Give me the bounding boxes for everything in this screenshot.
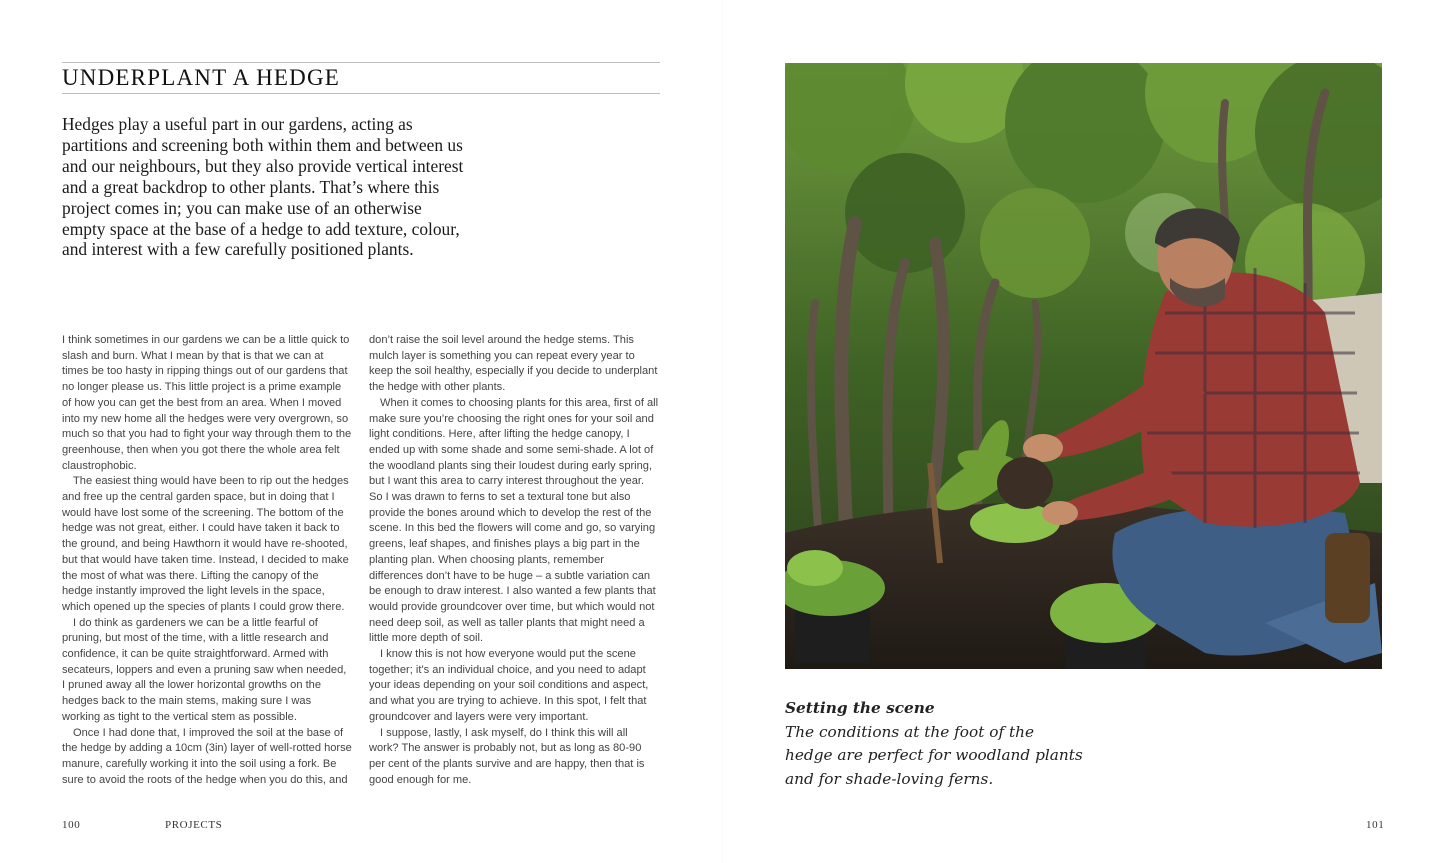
page-gutter bbox=[722, 0, 723, 863]
title-rule-bottom bbox=[62, 93, 660, 94]
photo-caption bbox=[785, 697, 1085, 791]
body-column-1 bbox=[62, 333, 352, 788]
body-paragraph: When it comes to choosing plants for this area, first of all make sure you’re choosing the right ones for your soil and light conditions. Here, after lifting the hedge canopy, I ended up with some shade and some semi-shade. A lot of the woodland plants sing their loudest during early spring, but I want this area to carry interest throughout the year. So I was drawn to ferns to set a textural tone but also provide the bones around which to develop the rest of the scene. In this bed the flowers will come and go, so varying greens, leaf shapes, and finishes plays a big part in the planting plan. When choosing plants, remember differences don’t have to be huge – a subtle variation can be enough to draw interest. I also wanted a few plants that would provide groundcover over time, but which would not need deep soil, as well as taller plants that might need a little more depth of soil. bbox=[369, 396, 659, 645]
page-number-right: 101 bbox=[1366, 819, 1385, 831]
running-section-label: PROJECTS bbox=[165, 819, 223, 831]
gardener-planting-illustration bbox=[785, 63, 1382, 669]
body-paragraph: Once I had done that, I improved the soil at the base of the hedge by adding a 10cm (3in) layer of well-rotted horse manure, carefully working it into the soil using a fork. Be sure to avoid the roots of the hedge when you do this, and bbox=[62, 726, 352, 786]
intro-paragraph: Hedges play a useful part in our gardens, acting as partitions and screening both within them and between us and our neighbours, but they also provide vertical interest and a great backdrop to other plants. That’s where this project comes in; you can make use of an otherwise empty space at the base of a hedge to add texture, colour, and interest with a few carefully positioned plants. bbox=[62, 114, 464, 260]
page-title: UNDERPLANT A HEDGE bbox=[62, 65, 341, 90]
body-paragraph: I suppose, lastly, I ask myself, do I think this will all work? The answer is probably not, but as long as 80-90 per cent of the plants survive and are happy, then that is good enough for me. bbox=[369, 726, 645, 786]
garden-photo bbox=[785, 63, 1382, 669]
caption-text: The conditions at the foot of the hedge are perfect for woodland plants and for shade-loving ferns. bbox=[785, 722, 1083, 788]
caption-title: Setting the scene bbox=[785, 699, 935, 717]
body-column-2 bbox=[369, 333, 659, 788]
body-paragraph: don’t raise the soil level around the hedge stems. This mulch layer is something you can repeat every year to keep the soil healthy, especially if you decide to underplant the hedge with other plants. bbox=[369, 334, 658, 394]
body-paragraph: The easiest thing would have been to rip out the hedges and free up the central garden space, but in doing that I would have lost some of the screening. The bottom of the hedge was not great, either. I could have taken it back to the ground, and being Hawthorn it would have re-shooted, but that would have taken time. Instead, I decided to make the most of what was there. Lifting the canopy of the hedge instantly improved the light levels in the space, which opened up the species of plants I could grow there. bbox=[62, 475, 349, 613]
body-paragraph: I do think as gardeners we can be a little fearful of pruning, but most of the time, with a little research and confidence, it can be quite straightforward. Armed with secateurs, loppers and even a pruning saw when needed, I pruned away all the lower horizontal growths on the hedges back to the main stems, making sure I was working as tight to the vertical stem as possible. bbox=[62, 616, 347, 723]
body-paragraph: I know this is not how everyone would put the scene together; it’s an individual choice, and you need to adapt your ideas depending on your soil conditions and aspect, and what you are trying to achieve. In this spot, I felt that groundcover and layers were very important. bbox=[369, 648, 649, 723]
title-rule-top bbox=[62, 62, 660, 63]
page-number-left: 100 bbox=[62, 819, 81, 831]
body-paragraph: I think sometimes in our gardens we can be a little quick to slash and burn. What I mean by that is that we can at times be too hasty in ripping things out of our gardens that no longer please us. This little project is a prime example of how you can get the best from an area. When I moved into my new home all the hedges were very overgrown, so much so that you had to fight your way through them to the greenhouse, then when you got there the whole area felt claustrophobic. bbox=[62, 334, 352, 472]
